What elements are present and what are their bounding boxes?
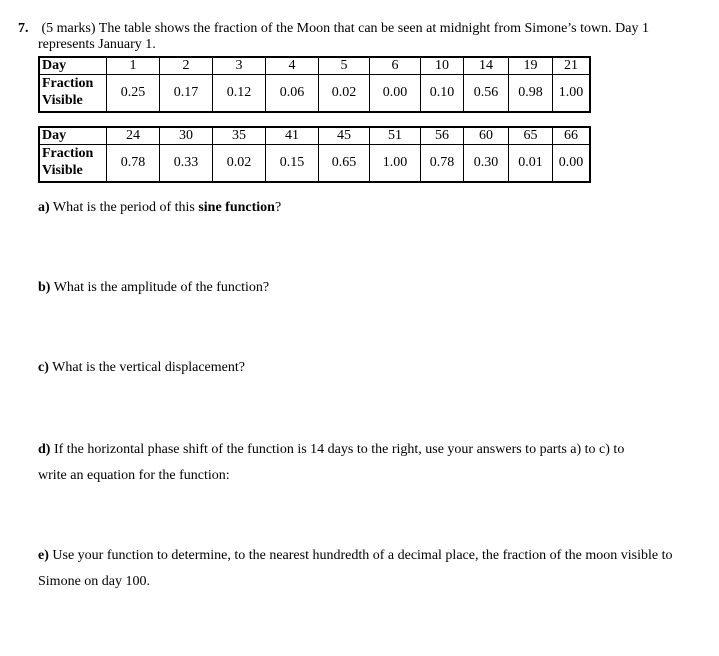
question-intro-line2: represents January 1. (38, 37, 156, 52)
day-cell: 14 (464, 57, 509, 75)
part-a-text-after: ? (274, 200, 282, 215)
part-b-tag: b) (38, 280, 51, 295)
day-cell: 66 (553, 127, 591, 145)
part-e (38, 543, 672, 595)
fraction-cell: 0.78 (421, 145, 464, 183)
question-header (18, 20, 708, 38)
part-d-tag: d) (38, 442, 51, 457)
day-cell: 30 (160, 127, 213, 145)
day-cell: 41 (266, 127, 319, 145)
day-cell: 60 (464, 127, 509, 145)
part-d-line2: write an equation for the function: (38, 468, 230, 483)
fraction-cell: 0.06 (266, 75, 319, 113)
day-cell: 2 (160, 57, 213, 75)
row-label-fraction: Fraction Visible (39, 145, 107, 183)
moon-table-2 (38, 126, 591, 183)
part-a-tag: a) (38, 200, 50, 215)
fraction-cell: 0.00 (370, 75, 421, 113)
moon-table-1 (38, 56, 591, 113)
part-b (38, 275, 269, 301)
part-e-line1: Use your function to determine, to the nearest hundredth of a decimal place, the fraction of the moon visible to (52, 548, 673, 563)
question-number: 7. (18, 21, 29, 36)
day-cell: 24 (107, 127, 160, 145)
table-row-day (39, 127, 590, 145)
day-cell: 6 (370, 57, 421, 75)
fraction-cell: 0.02 (319, 75, 370, 113)
day-cell: 45 (319, 127, 370, 145)
fraction-cell: 0.78 (107, 145, 160, 183)
row-label-day: Day (39, 57, 107, 75)
day-cell: 19 (509, 57, 553, 75)
table-row-day (39, 57, 590, 75)
part-d-line1: If the horizontal phase shift of the function is 14 days to the right, use your answers to parts a) to c) to (53, 442, 625, 457)
day-cell: 21 (553, 57, 591, 75)
part-e-tag: e) (38, 548, 49, 563)
fraction-cell: 0.02 (213, 145, 266, 183)
day-cell: 3 (213, 57, 266, 75)
fraction-cell: 0.65 (319, 145, 370, 183)
table-row-fraction (39, 75, 590, 113)
fraction-cell: 0.15 (266, 145, 319, 183)
day-cell: 35 (213, 127, 266, 145)
part-a (38, 195, 281, 221)
part-a-text-before: What is the period of this (52, 200, 199, 215)
part-d (38, 437, 624, 489)
fraction-cell: 0.30 (464, 145, 509, 183)
fraction-cell: 0.98 (509, 75, 553, 113)
row-label-day: Day (39, 127, 107, 145)
fraction-cell: 0.12 (213, 75, 266, 113)
fraction-cell: 0.01 (509, 145, 553, 183)
fraction-cell: 0.33 (160, 145, 213, 183)
part-b-text: What is the amplitude of the function? (53, 280, 270, 295)
fraction-cell: 0.10 (421, 75, 464, 113)
day-cell: 56 (421, 127, 464, 145)
part-c-text: What is the vertical displacement? (52, 360, 245, 375)
part-c (38, 355, 245, 381)
part-e-line2: Simone on day 100. (38, 574, 150, 589)
table-row-fraction (39, 145, 590, 183)
fraction-cell: 0.00 (553, 145, 591, 183)
part-c-tag: c) (38, 360, 49, 375)
day-cell: 5 (319, 57, 370, 75)
row-label-fraction: Fraction Visible (39, 75, 107, 113)
day-cell: 51 (370, 127, 421, 145)
part-a-emphasis: sine function (198, 200, 275, 215)
day-cell: 4 (266, 57, 319, 75)
fraction-cell: 0.56 (464, 75, 509, 113)
fraction-cell: 0.17 (160, 75, 213, 113)
day-cell: 65 (509, 127, 553, 145)
question-marks: (5 marks) (41, 21, 96, 36)
question-intro-line1: The table shows the fraction of the Moon that can be seen at midnight from Simone’s town. Day 1 (98, 21, 649, 36)
fraction-cell: 1.00 (553, 75, 591, 113)
fraction-cell: 1.00 (370, 145, 421, 183)
day-cell: 1 (107, 57, 160, 75)
day-cell: 10 (421, 57, 464, 75)
fraction-cell: 0.25 (107, 75, 160, 113)
